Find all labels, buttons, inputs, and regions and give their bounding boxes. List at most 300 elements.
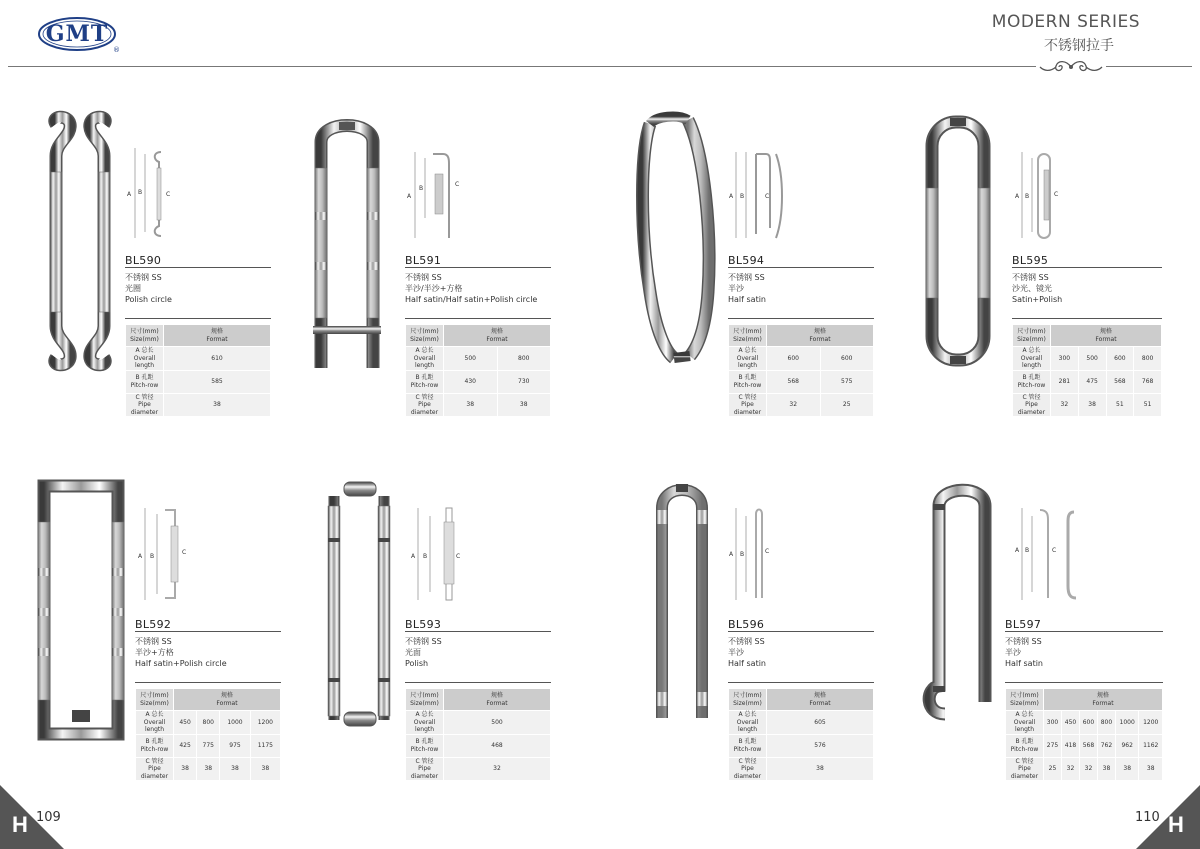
- finish-cn: 半沙: [728, 284, 744, 293]
- dim-letter-b: B: [419, 185, 424, 192]
- spec-header-row: [406, 325, 551, 347]
- label-cn: 规格: [220, 692, 233, 699]
- spec-value: 1175: [250, 734, 280, 757]
- dim-letter-a: A: [407, 193, 412, 200]
- dim-letter-a: A: [729, 551, 734, 558]
- dimension-diagram-bl596: [728, 506, 778, 602]
- spec-label-a: [729, 347, 767, 371]
- spec-value: 500: [444, 711, 551, 735]
- label-en: Pitch-row: [130, 381, 159, 389]
- product-info-bl591: [405, 254, 551, 305]
- spec-value: 32: [1079, 757, 1097, 781]
- label-en: Format: [809, 699, 831, 707]
- spec-value: 762: [1097, 734, 1115, 757]
- page-number-left: 109: [36, 810, 61, 825]
- spec-label-b: [729, 370, 767, 393]
- spec-label-a: [1006, 711, 1044, 735]
- label-cn: C 管径: [738, 393, 757, 401]
- code-underline: [135, 631, 281, 632]
- label-cn: B 孔距: [738, 738, 757, 745]
- spec-top-rule: [728, 682, 874, 683]
- product-info-bl597: [1005, 618, 1163, 669]
- label-en: Format: [486, 699, 508, 707]
- spec-value: 38: [250, 757, 280, 781]
- product-code: BL597: [1005, 618, 1042, 631]
- spec-value: 600: [1106, 347, 1134, 371]
- label-cn: C 管径: [135, 393, 154, 401]
- spec-value: 605: [767, 711, 874, 735]
- spec-value: 275: [1044, 734, 1062, 757]
- spec-value: 38: [767, 757, 874, 781]
- series-title-en: MODERN SERIES: [991, 12, 1140, 32]
- label-cn: A 总长: [145, 711, 164, 718]
- label-en: Pitch-row: [733, 745, 762, 753]
- dim-letter-a: A: [411, 553, 416, 560]
- dim-letter-b: B: [150, 553, 155, 560]
- spec-value: 38: [220, 757, 250, 781]
- product-photo-bl591: [305, 112, 390, 370]
- finish-en: Satin+Polish: [1012, 295, 1063, 304]
- label-cn: 规格: [490, 328, 503, 335]
- label-en: Overall length: [413, 354, 436, 369]
- spec-value: 585: [164, 370, 271, 393]
- spec-label-b: [406, 734, 444, 757]
- spec-format-header: [444, 689, 551, 711]
- label-en: Pipe diameter: [140, 765, 169, 780]
- product-code: BL596: [728, 618, 765, 631]
- spec-row-c: [406, 757, 551, 781]
- label-en: Pitch-row: [140, 745, 169, 753]
- product-code: BL590: [125, 254, 162, 267]
- spec-table-bl592: [135, 688, 281, 781]
- spec-value: 568: [1106, 370, 1134, 393]
- spec-value: 51: [1106, 393, 1134, 417]
- spec-value: 1000: [220, 711, 250, 735]
- spec-table-bl593: [405, 688, 551, 781]
- spec-header-row: [729, 325, 874, 347]
- spec-value: 38: [1139, 757, 1163, 781]
- spec-value: 568: [1079, 734, 1097, 757]
- label-cn: 规格: [490, 692, 503, 699]
- label-cn: 尺寸(mm): [733, 692, 762, 699]
- dim-letter-b: B: [423, 553, 428, 560]
- label-en: Pipe diameter: [130, 401, 159, 416]
- spec-row-c: [136, 757, 281, 781]
- label-cn: C 管径: [738, 757, 757, 765]
- spec-row-c: [1013, 393, 1162, 417]
- spec-value: 800: [497, 347, 551, 371]
- spec-value: 281: [1051, 370, 1079, 393]
- spec-format-header: [767, 689, 874, 711]
- spec-row-a: [136, 711, 281, 735]
- spec-format-header: [444, 325, 551, 347]
- label-en: Overall length: [413, 718, 436, 733]
- product-info-bl590: [125, 254, 271, 305]
- label-cn: C 管径: [415, 393, 434, 401]
- spec-value: 38: [1115, 757, 1139, 781]
- spec-label-a: [406, 347, 444, 371]
- spec-format-header: [1051, 325, 1162, 347]
- label-cn: B 孔距: [415, 738, 434, 745]
- material: 不锈钢 SS: [728, 637, 765, 646]
- spec-row-a: [729, 347, 874, 371]
- spec-label-a: [1013, 347, 1051, 371]
- label-cn: 尺寸(mm): [733, 328, 762, 335]
- code-underline: [405, 267, 551, 268]
- spec-top-rule: [125, 318, 271, 319]
- spec-size-header: [729, 325, 767, 347]
- spec-value: 425: [174, 734, 197, 757]
- dimension-diagram-bl597: [1012, 506, 1082, 602]
- label-cn: A 总长: [135, 347, 154, 354]
- label-en: Size(mm): [733, 699, 762, 707]
- spec-size-header: [1006, 689, 1044, 711]
- spec-label-c: [406, 393, 444, 417]
- spec-label-b: [1006, 734, 1044, 757]
- label-en: Format: [809, 335, 831, 343]
- dim-letter-b: B: [1025, 547, 1030, 554]
- spec-table-bl595: [1012, 324, 1162, 417]
- label-cn: 尺寸(mm): [130, 328, 159, 335]
- label-en: Pipe diameter: [1010, 765, 1039, 780]
- label-en: Pitch-row: [733, 381, 762, 389]
- spec-header-row: [729, 689, 874, 711]
- label-en: Overall length: [133, 354, 156, 369]
- registered-mark: ®: [113, 46, 120, 54]
- label-en: Overall length: [736, 354, 759, 369]
- dim-letter-b: B: [138, 189, 143, 196]
- dimension-diagram-bl595: [1012, 146, 1062, 242]
- spec-value: 32: [767, 393, 821, 417]
- material: 不锈钢 SS: [125, 273, 162, 282]
- label-cn: C 管径: [145, 757, 164, 765]
- product-info-bl595: [1012, 254, 1162, 305]
- spec-value: 610: [164, 347, 271, 371]
- spec-value: 38: [444, 393, 498, 417]
- finish-en: Polish circle: [125, 295, 172, 304]
- spec-value: 568: [767, 370, 821, 393]
- spec-value: 300: [1051, 347, 1079, 371]
- label-en: Size(mm): [733, 335, 762, 343]
- label-cn: B 孔距: [415, 374, 434, 381]
- product-photo-bl594: [630, 112, 725, 370]
- corner-letter-left: H: [12, 812, 28, 837]
- series-title-cn: 不锈钢拉手: [1044, 38, 1114, 54]
- dim-letter-c: C: [455, 181, 460, 188]
- spec-value: 962: [1115, 734, 1139, 757]
- spec-value: 38: [1078, 393, 1106, 417]
- spec-label-b: [136, 734, 174, 757]
- finish-cn: 半沙/半沙+方格: [405, 284, 463, 293]
- spec-table-bl591: [405, 324, 551, 417]
- spec-value: 775: [197, 734, 220, 757]
- spec-size-header: [136, 689, 174, 711]
- spec-row-b: [729, 734, 874, 757]
- ornament-icon: [1036, 58, 1106, 76]
- spec-value: 500: [444, 347, 498, 371]
- spec-value: 575: [820, 370, 874, 393]
- label-cn: B 孔距: [1015, 738, 1034, 745]
- label-en: Overall length: [736, 718, 759, 733]
- label-cn: C 管径: [415, 757, 434, 765]
- spec-label-a: [729, 711, 767, 735]
- spec-label-a: [136, 711, 174, 735]
- spec-label-c: [136, 757, 174, 781]
- code-underline: [1012, 267, 1162, 268]
- spec-value: 600: [767, 347, 821, 371]
- spec-value: 51: [1134, 393, 1162, 417]
- dim-letter-c: C: [182, 549, 187, 556]
- label-cn: 规格: [1096, 692, 1109, 699]
- code-underline: [728, 267, 874, 268]
- spec-value: 32: [1061, 757, 1079, 781]
- spec-row-b: [136, 734, 281, 757]
- spec-value: 800: [197, 711, 220, 735]
- label-cn: 尺寸(mm): [140, 692, 169, 699]
- spec-size-header: [1013, 325, 1051, 347]
- spec-top-rule: [405, 318, 551, 319]
- product-photo-bl595: [918, 112, 998, 370]
- spec-row-a: [1013, 347, 1162, 371]
- label-en: Pitch-row: [1010, 745, 1039, 753]
- finish-cn: 半沙+方格: [135, 648, 174, 657]
- label-cn: A 总长: [1022, 347, 1041, 354]
- label-cn: A 总长: [415, 711, 434, 718]
- spec-size-header: [406, 689, 444, 711]
- brand-name: GMT: [45, 21, 109, 47]
- spec-row-b: [1006, 734, 1163, 757]
- finish-en: Half satin: [1005, 659, 1043, 668]
- code-underline: [728, 631, 874, 632]
- label-en: Size(mm): [410, 699, 439, 707]
- spec-size-header: [729, 689, 767, 711]
- spec-label-c: [406, 757, 444, 781]
- spec-top-rule: [405, 682, 551, 683]
- spec-value: 32: [444, 757, 551, 781]
- dim-letter-b: B: [740, 551, 745, 558]
- dimension-diagram-bl593: [410, 506, 460, 602]
- dim-letter-b: B: [740, 193, 745, 200]
- label-en: Pipe diameter: [733, 401, 762, 416]
- dim-letter-a: A: [138, 553, 143, 560]
- spec-format-header: [767, 325, 874, 347]
- spec-value: 38: [497, 393, 551, 417]
- spec-header-row: [1006, 689, 1163, 711]
- spec-value: 38: [197, 757, 220, 781]
- spec-row-b: [406, 370, 551, 393]
- spec-value: 730: [497, 370, 551, 393]
- spec-table-bl597: [1005, 688, 1163, 781]
- spec-value: 1200: [250, 711, 280, 735]
- label-en: Pipe diameter: [733, 765, 762, 780]
- dim-letter-c: C: [1054, 191, 1059, 198]
- product-photo-bl592: [36, 478, 126, 742]
- page-number-right: 110: [1135, 810, 1160, 825]
- label-cn: A 总长: [415, 347, 434, 354]
- dimension-diagram-bl594: [728, 146, 788, 242]
- spec-row-b: [126, 370, 271, 393]
- spec-label-b: [729, 734, 767, 757]
- product-info-bl596: [728, 618, 874, 669]
- spec-value: 450: [1061, 711, 1079, 735]
- dim-letter-a: A: [1015, 193, 1020, 200]
- label-en: Overall length: [1013, 718, 1036, 733]
- spec-label-b: [126, 370, 164, 393]
- spec-row-c: [406, 393, 551, 417]
- dim-letter-b: B: [1025, 193, 1030, 200]
- label-cn: B 孔距: [738, 374, 757, 381]
- label-cn: B 孔距: [145, 738, 164, 745]
- material: 不锈钢 SS: [405, 637, 442, 646]
- spec-table-bl596: [728, 688, 874, 781]
- spec-table-bl594: [728, 324, 874, 417]
- label-cn: C 管径: [1022, 393, 1041, 401]
- label-en: Size(mm): [140, 699, 169, 707]
- label-cn: A 总长: [738, 711, 757, 718]
- spec-label-c: [1006, 757, 1044, 781]
- spec-value: 38: [1097, 757, 1115, 781]
- label-en: Pitch-row: [1017, 381, 1046, 389]
- dim-letter-c: C: [166, 191, 171, 198]
- spec-value: 975: [220, 734, 250, 757]
- spec-top-rule: [1012, 318, 1162, 319]
- label-cn: B 孔距: [135, 374, 154, 381]
- spec-row-b: [729, 370, 874, 393]
- finish-cn: 沙光、镜光: [1012, 284, 1052, 293]
- dimension-diagram-bl591: [405, 146, 460, 242]
- finish-cn: 光面: [405, 648, 421, 657]
- spec-label-c: [1013, 393, 1051, 417]
- label-en: Format: [1095, 335, 1117, 343]
- material: 不锈钢 SS: [135, 637, 172, 646]
- label-cn: 尺寸(mm): [1010, 692, 1039, 699]
- product-code: BL594: [728, 254, 765, 267]
- dim-letter-c: C: [765, 548, 770, 555]
- label-en: Pitch-row: [410, 381, 439, 389]
- spec-label-c: [126, 393, 164, 417]
- spec-label-c: [729, 757, 767, 781]
- label-cn: B 孔距: [1022, 374, 1041, 381]
- code-underline: [405, 631, 551, 632]
- product-photo-bl596: [650, 478, 715, 726]
- spec-value: 800: [1134, 347, 1162, 371]
- product-code: BL592: [135, 618, 172, 631]
- label-en: Overall length: [1020, 354, 1043, 369]
- spec-value: 430: [444, 370, 498, 393]
- corner-letter-right: H: [1168, 812, 1184, 837]
- spec-value: 25: [1044, 757, 1062, 781]
- spec-size-header: [126, 325, 164, 347]
- spec-value: 418: [1061, 734, 1079, 757]
- spec-value: 1000: [1115, 711, 1139, 735]
- spec-value: 500: [1078, 347, 1106, 371]
- label-en: Pitch-row: [410, 745, 439, 753]
- product-info-bl594: [728, 254, 874, 305]
- finish-en: Half satin+Polish circle: [135, 659, 227, 668]
- product-code: BL593: [405, 618, 442, 631]
- spec-value: 800: [1097, 711, 1115, 735]
- label-cn: 尺寸(mm): [410, 328, 439, 335]
- material: 不锈钢 SS: [405, 273, 442, 282]
- label-cn: A 总长: [1015, 711, 1034, 718]
- spec-table-bl590: [125, 324, 271, 417]
- label-cn: 尺寸(mm): [1017, 328, 1046, 335]
- spec-label-c: [729, 393, 767, 417]
- finish-cn: 半沙: [728, 648, 744, 657]
- spec-value: 768: [1134, 370, 1162, 393]
- finish-en: Half satin: [728, 659, 766, 668]
- dimension-diagram-bl592: [135, 506, 185, 602]
- spec-value: 32: [1051, 393, 1079, 417]
- dim-letter-a: A: [729, 193, 734, 200]
- spec-label-a: [406, 711, 444, 735]
- label-en: Format: [216, 699, 238, 707]
- label-cn: 规格: [813, 328, 826, 335]
- label-cn: 规格: [210, 328, 223, 335]
- spec-row-c: [729, 393, 874, 417]
- finish-cn: 半沙: [1005, 648, 1021, 657]
- spec-value: 1200: [1139, 711, 1163, 735]
- finish-cn: 光圈: [125, 284, 141, 293]
- spec-format-header: [164, 325, 271, 347]
- spec-row-c: [729, 757, 874, 781]
- label-cn: A 总长: [738, 347, 757, 354]
- product-code: BL591: [405, 254, 442, 267]
- spec-value: 1162: [1139, 734, 1163, 757]
- dim-letter-c: C: [456, 553, 461, 560]
- spec-row-a: [406, 711, 551, 735]
- header-divider: [8, 66, 1192, 67]
- spec-value: 38: [164, 393, 271, 417]
- spec-row-c: [1006, 757, 1163, 781]
- material: 不锈钢 SS: [1012, 273, 1049, 282]
- spec-value: 576: [767, 734, 874, 757]
- spec-value: 600: [820, 347, 874, 371]
- dim-letter-c: C: [765, 193, 770, 200]
- spec-value: 38: [174, 757, 197, 781]
- brand-logo: [38, 16, 120, 54]
- spec-row-a: [406, 347, 551, 371]
- label-en: Pipe diameter: [1017, 401, 1046, 416]
- spec-top-rule: [728, 318, 874, 319]
- label-cn: C 管径: [1015, 757, 1034, 765]
- spec-size-header: [406, 325, 444, 347]
- spec-value: 25: [820, 393, 874, 417]
- spec-top-rule: [1005, 682, 1163, 683]
- material: 不锈钢 SS: [1005, 637, 1042, 646]
- product-info-bl593: [405, 618, 551, 669]
- label-en: Size(mm): [410, 335, 439, 343]
- product-photo-bl597: [915, 476, 995, 730]
- spec-row-b: [1013, 370, 1162, 393]
- spec-row-a: [1006, 711, 1163, 735]
- spec-header-row: [406, 689, 551, 711]
- code-underline: [125, 267, 271, 268]
- product-photo-bl593: [322, 478, 397, 738]
- spec-label-a: [126, 347, 164, 371]
- label-cn: 规格: [813, 692, 826, 699]
- material: 不锈钢 SS: [728, 273, 765, 282]
- product-photo-bl590: [40, 112, 120, 370]
- finish-en: Polish: [405, 659, 429, 668]
- label-en: Pipe diameter: [410, 401, 439, 416]
- spec-value: 600: [1079, 711, 1097, 735]
- spec-row-b: [406, 734, 551, 757]
- label-en: Size(mm): [130, 335, 159, 343]
- dim-letter-a: A: [1015, 547, 1020, 554]
- spec-header-row: [136, 689, 281, 711]
- label-en: Format: [1092, 699, 1114, 707]
